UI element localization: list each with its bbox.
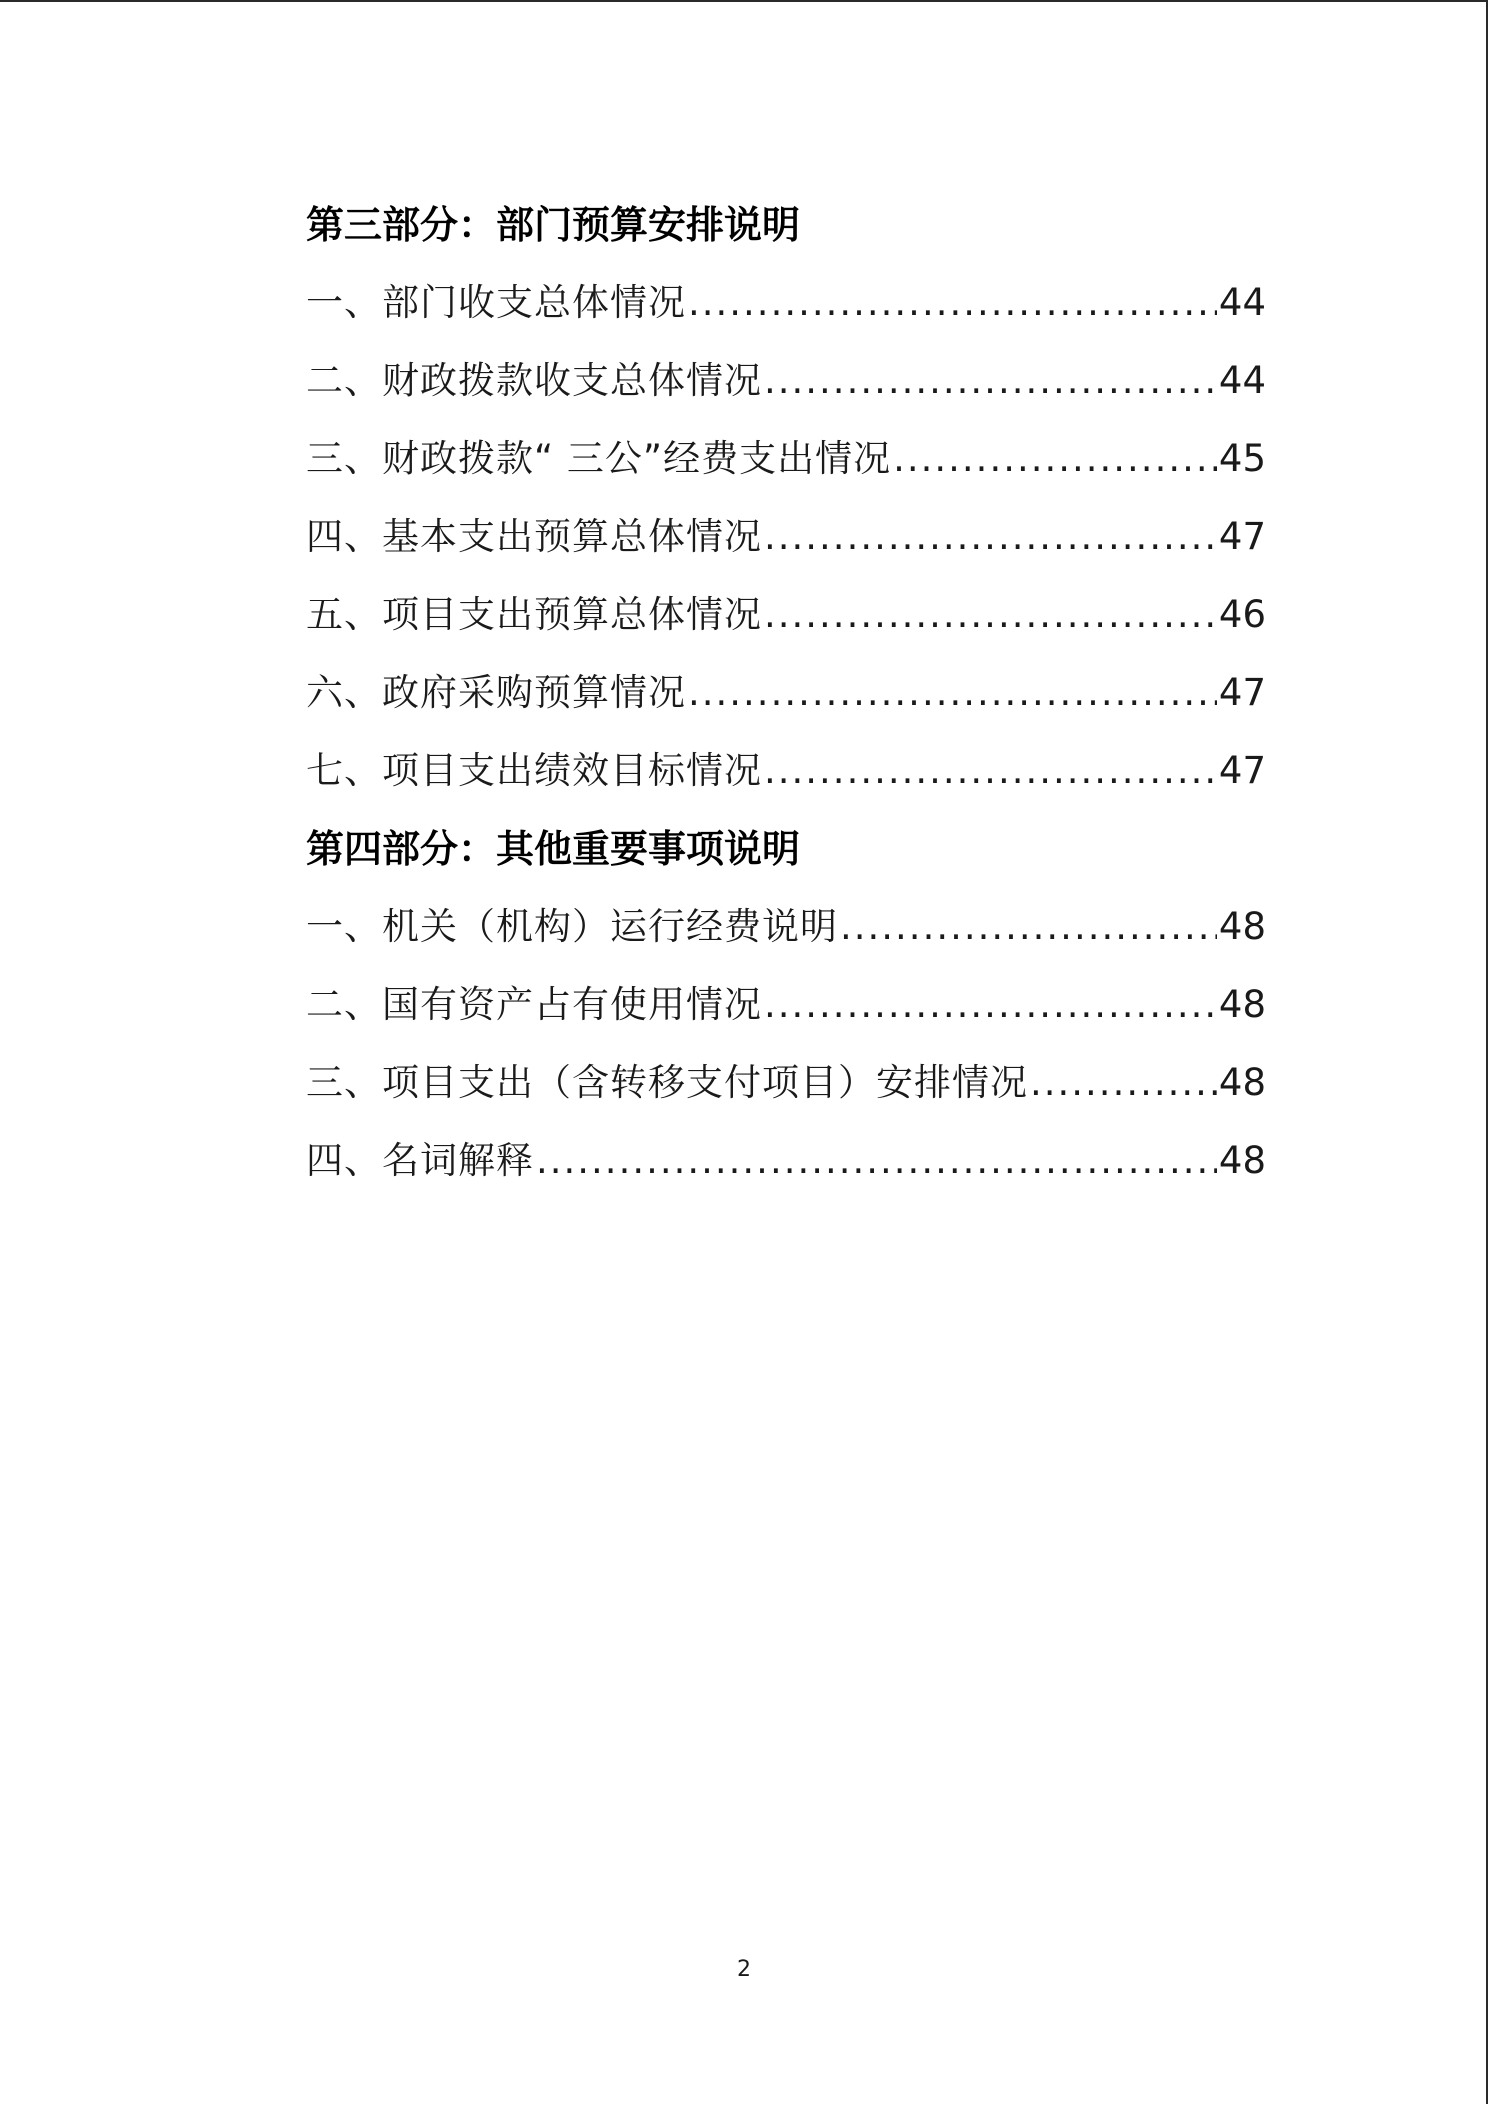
- toc-dot-leader: [764, 515, 1217, 558]
- toc-entry[interactable]: [306, 494, 1266, 572]
- toc-entry-label: 七、项目支出绩效目标情况: [306, 749, 762, 792]
- toc-page-number: 48: [1218, 1139, 1266, 1182]
- toc-dot-leader: [764, 359, 1217, 402]
- toc-entry-label: 四、基本支出预算总体情况: [306, 515, 762, 558]
- toc-entry-label: 四、名词解释: [306, 1139, 534, 1182]
- toc-entry-label: 三、项目支出（含转移支付项目）安排情况: [306, 1061, 1028, 1104]
- toc-entry[interactable]: [306, 1040, 1266, 1118]
- toc-dot-leader: [893, 437, 1217, 480]
- toc-entry-label: 一、部门收支总体情况: [306, 281, 686, 324]
- toc-entry[interactable]: [306, 884, 1266, 962]
- section-heading-text: 第四部分：其他重要事项说明: [306, 826, 801, 871]
- toc-entry[interactable]: [306, 962, 1266, 1040]
- toc-dot-leader: [536, 1139, 1217, 1182]
- toc-page-number: 48: [1218, 983, 1266, 1026]
- toc-entry-label: 六、政府采购预算情况: [306, 671, 686, 714]
- toc-page-number: 48: [1218, 905, 1266, 948]
- toc-dot-leader: [840, 905, 1217, 948]
- toc-dot-leader: [1030, 1061, 1217, 1104]
- toc-entry[interactable]: [306, 416, 1266, 494]
- section-heading-text: 第三部分：部门预算安排说明: [306, 202, 801, 247]
- toc-dot-leader: [764, 749, 1217, 792]
- toc-entry[interactable]: [306, 728, 1266, 806]
- toc-entry-label: 二、国有资产占有使用情况: [306, 983, 762, 1026]
- toc-entry-label: 三、财政拨款“ 三公”经费支出情况: [306, 437, 892, 480]
- toc-entry[interactable]: [306, 650, 1266, 728]
- toc-entry-label: 一、机关（机构）运行经费说明: [306, 905, 838, 948]
- table-of-contents: [306, 182, 1266, 1196]
- toc-entry-label: 二、财政拨款收支总体情况: [306, 359, 762, 402]
- toc-entry[interactable]: [306, 1118, 1266, 1196]
- toc-dot-leader: [764, 593, 1217, 636]
- page-number-footer: 2: [737, 1957, 751, 1982]
- toc-page-number: 45: [1218, 437, 1266, 480]
- toc-dot-leader: [688, 281, 1217, 324]
- toc-page-number: 47: [1218, 515, 1266, 558]
- toc-entry-label: 五、项目支出预算总体情况: [306, 593, 762, 636]
- toc-page-number: 47: [1218, 671, 1266, 714]
- section-heading: [306, 182, 1266, 260]
- toc-dot-leader: [764, 983, 1217, 1026]
- toc-entry[interactable]: [306, 260, 1266, 338]
- toc-entry[interactable]: [306, 572, 1266, 650]
- toc-page-number: 47: [1218, 749, 1266, 792]
- section-heading: [306, 806, 1266, 884]
- toc-entry[interactable]: [306, 338, 1266, 416]
- toc-page-number: 48: [1218, 1061, 1266, 1104]
- toc-page-number: 44: [1218, 281, 1266, 324]
- toc-page-number: 44: [1218, 359, 1266, 402]
- toc-dot-leader: [688, 671, 1217, 714]
- toc-page-number: 46: [1218, 593, 1266, 636]
